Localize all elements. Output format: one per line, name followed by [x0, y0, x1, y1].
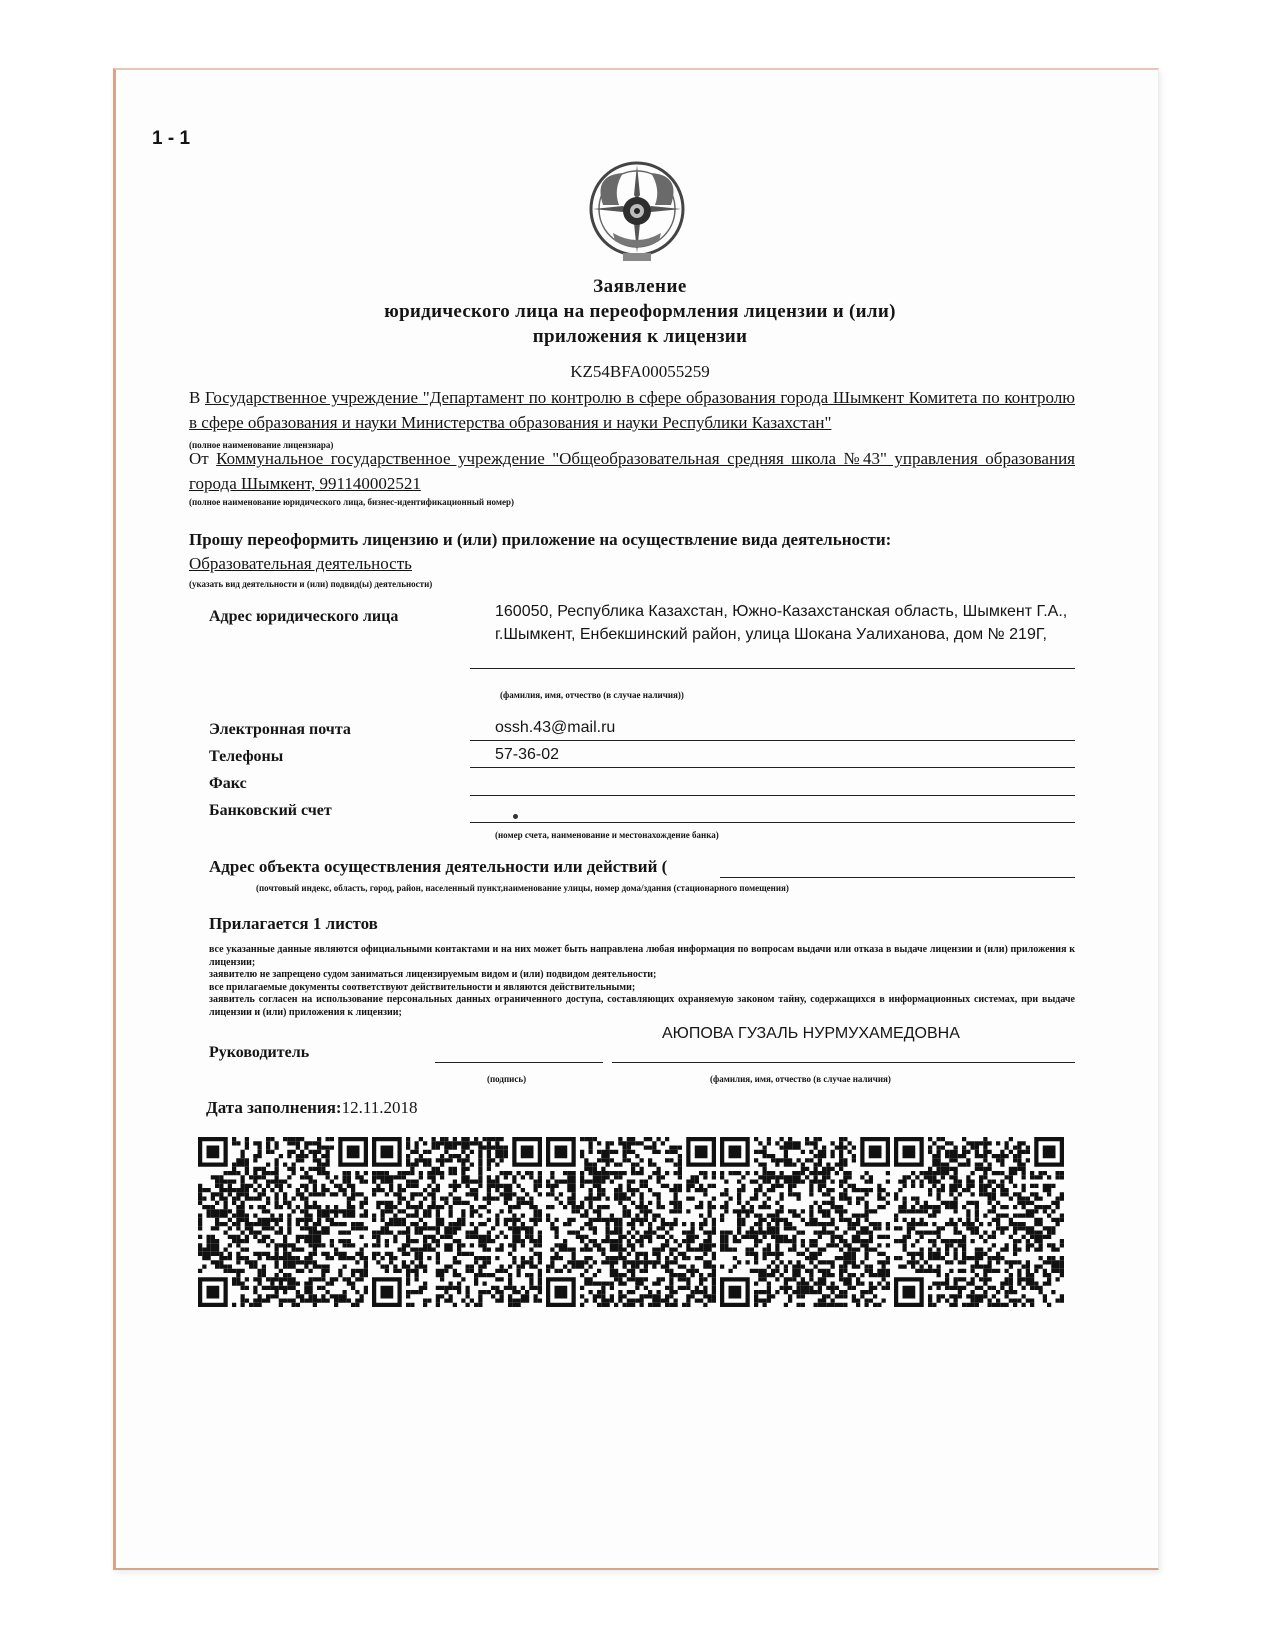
email-value: ossh.43@mail.ru — [495, 719, 616, 736]
name-line — [612, 1062, 1075, 1063]
request-text: Прошу переоформить лицензию и (или) приложение на осуществление вида деятельности: — [189, 530, 892, 549]
state-emblem-icon — [583, 155, 691, 267]
applicant-hint: (полное наименование юридического лица, бизнес-идентификационный номер) — [189, 497, 514, 507]
document-subtitle-line-1: юридического лица на переоформления лицензии и (или) — [384, 301, 896, 322]
head-label: Руководитель — [209, 1044, 310, 1061]
bank-account-label: Банковский счет — [209, 802, 332, 819]
registration-number: KZ54BFA00055259 — [570, 362, 710, 381]
qr-code-icon — [894, 1134, 1064, 1310]
disclaimer-block — [209, 944, 1075, 1026]
phones-label: Телефоны — [209, 748, 284, 765]
legal-address-hint: (фамилия, имя, отчество (в случае наличия)) — [500, 690, 684, 700]
activity-hint: (указать вид деятельности и (или) подвид(ы) деятельности) — [189, 579, 433, 589]
disclaimer-line: все указанные данные являются официальными контактами и на них может быть направлена любая информация по вопросам выдачи или отказа в выдаче лицензии и (или) приложения к лицензии; — [209, 944, 1075, 968]
recipient-paragraph — [189, 385, 1075, 435]
fill-date-label: Дата заполнения: — [206, 1098, 342, 1117]
applicant-paragraph — [189, 446, 1075, 496]
attached-sheets: Прилагается 1 листов — [209, 914, 378, 933]
legal-address-value: 160050, Республика Казахстан, Южно-Казахстанская область, Шымкент Г.А., г.Шымкент, Енбекшинский район, улица Шокана Уалиханова, дом № 219Г, — [495, 603, 1068, 643]
ink-speck — [513, 814, 518, 819]
recipient-hint: (полное наименование лицензиара) — [189, 440, 334, 450]
recipient-name: Государственное учреждение "Департамент по контролю в сфере образования города Шымкент Комитета по контролю в сфере образования и науки Министерства образования и науки Республики Казахстан" — [189, 388, 1075, 432]
fax-underline — [470, 795, 1075, 796]
signature-hint: (подпись) — [487, 1074, 527, 1084]
legal-address-label: Адрес юридического лица — [209, 608, 399, 625]
applicant-prefix: От — [189, 449, 217, 468]
object-address-hint: (почтовый индекс, область, город, район, населенный пункт,наименование улицы, номер дома/здания (стационарного помещения) — [256, 883, 789, 893]
fax-label: Факс — [209, 775, 247, 792]
qr-code-icon — [546, 1134, 716, 1310]
recipient-prefix: В — [189, 388, 206, 407]
legal-address-underline — [470, 668, 1075, 669]
disclaimer-line: заявитель согласен на использование персональных данных ограниченного доступа, составляющих охраняемую законом тайну, содержащихся в информационных системах, при выдаче лицензии и (или) приложения к лицензии; — [209, 994, 1075, 1018]
object-address-underline — [720, 877, 1075, 878]
activity-type: Образовательная деятельность — [189, 554, 412, 573]
document-title: Заявление — [593, 276, 687, 297]
disclaimer-line: заявителю не запрещено судом заниматься лицензируемым видом и (или) подвидом деятельности; — [209, 969, 657, 981]
full-name-hint: (фамилия, имя, отчество (в случае наличия) — [710, 1074, 891, 1084]
signature-line — [435, 1062, 603, 1063]
head-full-name: АЮПОВА ГУЗАЛЬ НУРМУХАМЕДОВНА — [662, 1025, 960, 1042]
fill-date-value: 12.11.2018 — [341, 1098, 418, 1117]
object-address-label: Адрес объекта осуществления деятельности или действий ( — [209, 857, 668, 876]
qr-code-icon — [372, 1134, 542, 1310]
qr-code-icon — [720, 1134, 890, 1310]
phones-underline — [470, 767, 1075, 768]
bank-account-hint: (номер счета, наименование и местонахождение банка) — [495, 830, 719, 840]
disclaimer-line: все прилагаемые документы соответствуют действительности и являются действительными; — [209, 981, 636, 993]
page-number: 1 - 1 — [152, 128, 191, 149]
phones-value: 57-36-02 — [495, 746, 560, 763]
bank-account-underline — [470, 822, 1075, 823]
email-underline — [470, 740, 1075, 741]
applicant-name: Коммунальное государственное учреждение "Общеобразовательная средняя школа №43" управления образования города Шымкент, 991140002521 — [189, 449, 1075, 493]
document-subtitle-line-2: приложения к лицензии — [532, 326, 748, 347]
qr-code-row — [198, 1134, 1066, 1312]
email-label: Электронная почта — [209, 721, 351, 738]
fill-date — [206, 1098, 417, 1118]
qr-code-icon — [198, 1134, 368, 1310]
